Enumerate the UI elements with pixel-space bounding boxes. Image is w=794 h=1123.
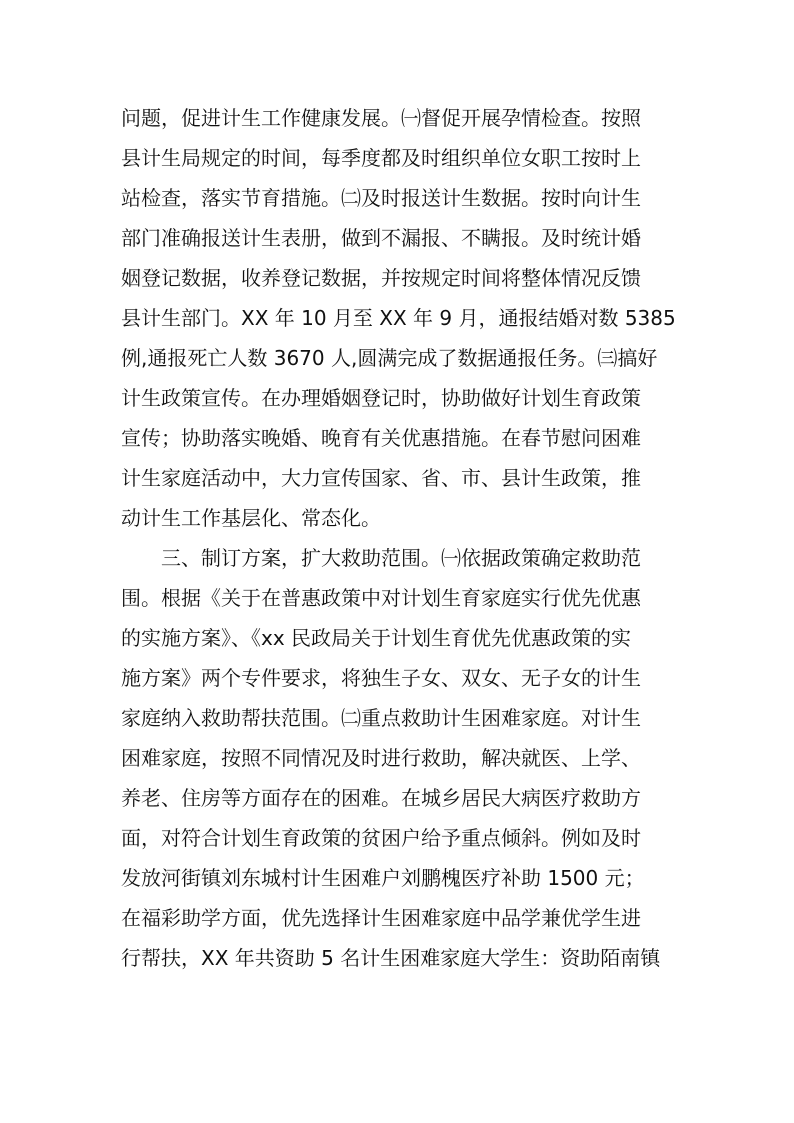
text-line-14: 的实施方案》、《xx 民政局关于计划生育优先优惠政策的实 — [121, 626, 632, 650]
text-line-20: 发放河街镇刘东城村计生困难户刘鹏槐医疗补助 1500 元； — [121, 866, 645, 890]
text-line-12: 三、制订方案，扩大救助范围。㈠依据政策确定救助范 — [161, 546, 641, 570]
text-line-13: 围。根据《关于在普惠政策中对计划生育家庭实行优先优惠 — [121, 586, 641, 610]
text-line-6: 县计生部门。XX 年 10 月至 XX 年 9 月，通报结婚对数 5385 — [121, 306, 676, 330]
text-line-11: 动计生工作基层化、常态化。 — [121, 506, 381, 530]
text-line-15: 施方案》两个专件要求，将独生子女、双女、无子女的计生 — [121, 666, 641, 690]
text-line-1: 问题，促进计生工作健康发展。㈠督促开展孕情检查。按照 — [121, 106, 641, 130]
text-line-18: 养老、住房等方面存在的困难。在城乡居民大病医疗救助方 — [121, 786, 641, 810]
text-line-9: 宣传；协助落实晚婚、晚育有关优惠措施。在春节慰问困难 — [121, 426, 641, 450]
text-line-5: 姻登记数据，收养登记数据，并按规定时间将整体情况反馈 — [121, 266, 641, 290]
text-line-8: 计生政策宣传。在办理婚姻登记时，协助做好计划生育政策 — [121, 386, 641, 410]
text-line-7: 例,通报死亡人数 3670 人,圆满完成了数据通报任务。㈢搞好 — [121, 346, 658, 370]
text-line-4: 部门准确报送计生表册，做到不漏报、不瞒报。及时统计婚 — [121, 226, 641, 250]
text-line-2: 县计生局规定的时间，每季度都及时组织单位女职工按时上 — [121, 146, 641, 170]
text-line-3: 站检查，落实节育措施。㈡及时报送计生数据。按时向计生 — [121, 186, 641, 210]
text-line-17: 困难家庭，按照不同情况及时进行救助，解决就医、上学、 — [121, 746, 641, 770]
text-line-22: 行帮扶，XX 年共资助 5 名计生困难家庭大学生：资助陌南镇 — [121, 946, 661, 970]
text-line-16: 家庭纳入救助帮扶范围。㈡重点救助计生困难家庭。对计生 — [121, 706, 641, 730]
text-line-10: 计生家庭活动中，大力宣传国家、省、市、县计生政策，推 — [121, 466, 641, 490]
text-line-21: 在福彩助学方面，优先选择计生困难家庭中品学兼优学生进 — [121, 906, 641, 930]
text-line-19: 面，对符合计划生育政策的贫困户给予重点倾斜。例如及时 — [121, 826, 641, 850]
